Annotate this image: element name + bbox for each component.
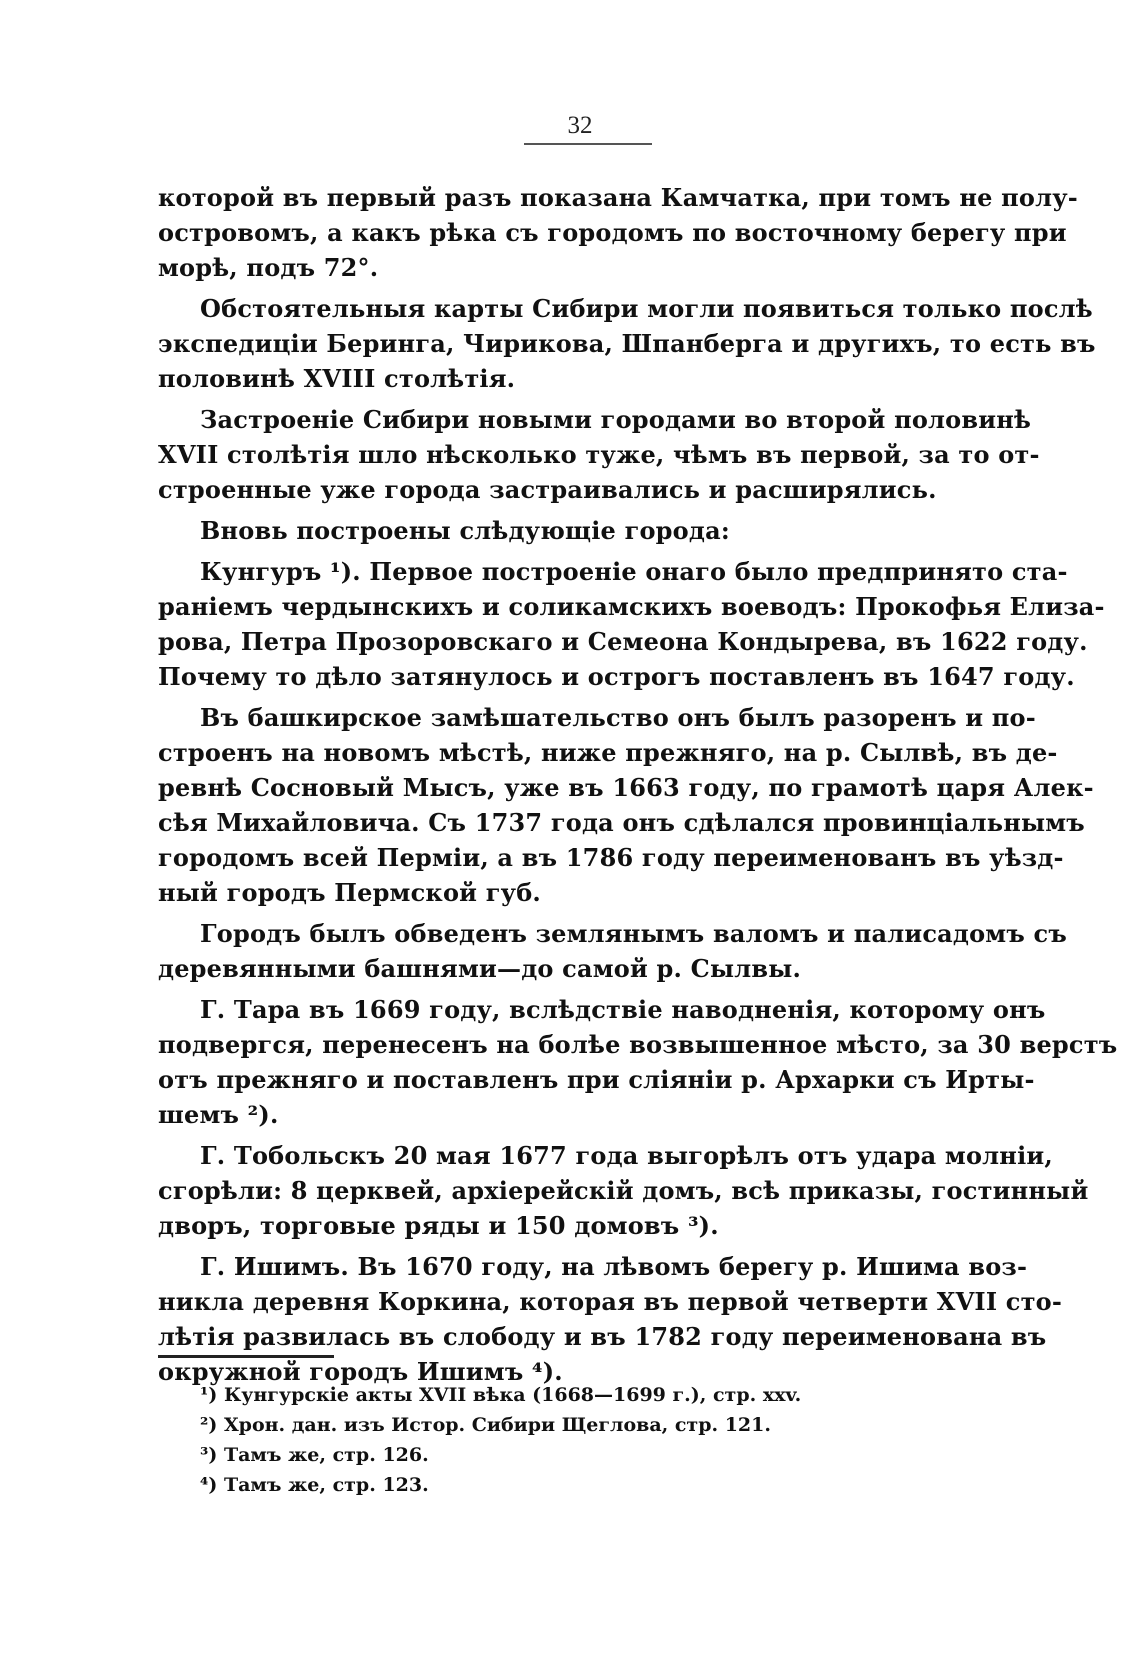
text-line: дворъ, торговые ряды и 150 домовъ ³). — [158, 1211, 719, 1240]
text-line: ревнѣ Сосновый Мысъ, уже въ 1663 году, по грамотѣ царя Алек- — [158, 773, 1094, 802]
text-line: раніемъ чердынскихъ и соликамскихъ воеводъ: Прокофья Елиза- — [158, 592, 1105, 621]
text-line: никла деревня Коркина, которая въ первой четверти XVII сто- — [158, 1287, 1063, 1316]
text-line: Г. Тобольскъ 20 мая 1677 года выгорѣлъ отъ удара молніи, — [200, 1141, 1053, 1170]
footnote-separator — [158, 1355, 334, 1358]
text-line: экспедиціи Беринга, Чирикова, Шпанберга и другихъ, то есть въ — [158, 329, 1096, 358]
text-line: Г. Тара въ 1669 году, вслѣдствіе наводненія, которому онъ — [200, 995, 1046, 1024]
footnote — [200, 1470, 960, 1500]
text-line: Обстоятельныя карты Сибири могли появиться только послѣ — [200, 294, 1093, 323]
footnote-text: Кунгурскіе акты XVII вѣка (1668—1699 г.), стр. xxv. — [223, 1384, 802, 1406]
text-line: ный городъ Пермской губ. — [158, 878, 541, 907]
text-line: которой въ первый разъ показана Камчатка, при томъ не полу- — [158, 183, 1078, 212]
text-line: отъ прежняго и поставленъ при сліяніи р. Архарки съ Ирты- — [158, 1065, 1035, 1094]
text-line: строенные уже города застраивались и расширялись. — [158, 475, 937, 504]
text-line: рова, Петра Прозоровскаго и Семеона Кондырева, въ 1622 году. — [158, 627, 1088, 656]
footnote-text: Тамъ же, стр. 126. — [223, 1444, 429, 1466]
text-line: Почему то дѣло затянулось и острогъ поставленъ въ 1647 году. — [158, 662, 1075, 691]
paragraph — [158, 513, 1006, 548]
footnote — [200, 1410, 960, 1440]
paragraph — [158, 1249, 1063, 1389]
footnote-text: Тамъ же, стр. 123. — [223, 1474, 429, 1496]
paragraph — [158, 180, 1078, 285]
footnote-marker: ⁴) — [200, 1474, 218, 1496]
text-line: Въ башкирское замѣшательство онъ былъ разоренъ и по- — [200, 703, 1036, 732]
footnote-text: Хрон. дан. изъ Истор. Сибири Щеглова, стр. 121. — [223, 1414, 771, 1436]
text-line: строенъ на новомъ мѣстѣ, ниже прежняго, на р. Сылвѣ, въ де- — [158, 738, 1058, 767]
text-line: Г. Ишимъ. Въ 1670 году, на лѣвомъ берегу р. Ишима воз- — [200, 1252, 1028, 1281]
body-text — [158, 180, 1118, 1389]
text-line: сѣя Михайловича. Съ 1737 года онъ сдѣлался провинціальнымъ — [158, 808, 1085, 837]
text-line: деревянными башнями—до самой р. Сылвы. — [158, 954, 802, 983]
text-line: морѣ, подъ 72°. — [158, 253, 379, 282]
text-line: окружной городъ Ишимъ ⁴). — [158, 1357, 563, 1386]
text-line: лѣтія развилась въ слободу и въ 1782 году переименована въ — [158, 1322, 1047, 1351]
text-line: городомъ всей Перміи, а въ 1786 году переименованъ въ уѣзд- — [158, 843, 1064, 872]
footnote-marker: ³) — [200, 1444, 218, 1466]
footnote-marker: ¹) — [200, 1384, 218, 1406]
text-line: островомъ, а какъ рѣка съ городомъ по восточному берегу при — [158, 218, 1067, 247]
paragraph — [158, 554, 1105, 694]
page-number-rule — [524, 143, 652, 145]
footnote — [200, 1440, 960, 1470]
text-line: Застроеніе Сибири новыми городами во второй половинѣ — [200, 405, 1032, 434]
paragraph — [158, 291, 1096, 396]
text-line: подвергся, перенесенъ на болѣе возвышенное мѣсто, за 30 верстъ — [158, 1030, 1118, 1059]
paragraph — [158, 1138, 1089, 1243]
text-line: Кунгуръ ¹). Первое построеніе онаго было предпринято ста- — [200, 557, 1068, 586]
paragraph — [158, 700, 1094, 910]
paragraph — [158, 916, 1067, 986]
paragraph — [158, 402, 1040, 507]
text-line: шемъ ²). — [158, 1100, 279, 1129]
footnote-marker: ²) — [200, 1414, 218, 1436]
paragraph — [158, 992, 1118, 1132]
text-line: половинѣ XVIII столѣтія. — [158, 364, 516, 393]
text-line: XVII столѣтія шло нѣсколько туже, чѣмъ въ первой, за то от- — [158, 440, 1040, 469]
text-line: Вновь построены слѣдующіе города: — [200, 516, 730, 545]
footnotes — [200, 1380, 960, 1500]
text-line: Городъ былъ обведенъ землянымъ валомъ и палисадомъ съ — [200, 919, 1067, 948]
footnote — [200, 1380, 960, 1410]
text-line: сгорѣли: 8 церквей, архіерейскій домъ, всѣ приказы, гостинный — [158, 1176, 1089, 1205]
page-number: 32 — [567, 112, 593, 139]
